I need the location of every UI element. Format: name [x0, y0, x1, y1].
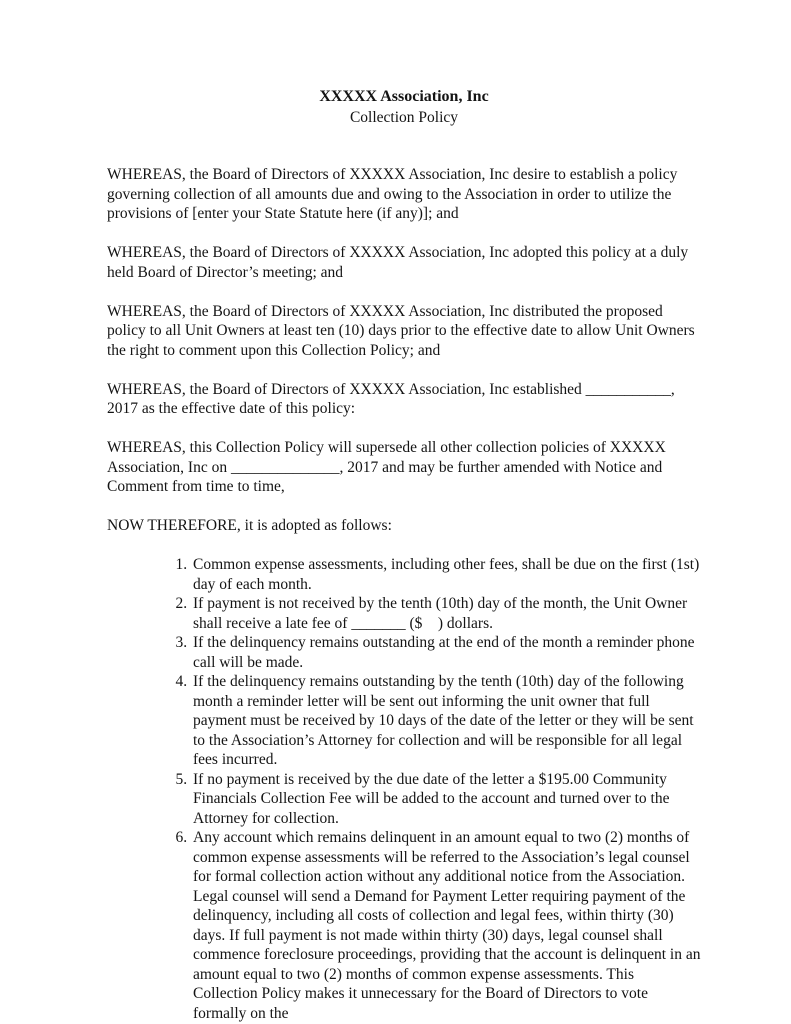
paragraph-whereas-supersede: WHEREAS, this Collection Policy will supersede all other collection policies of XXXXX Association, Inc on ______________, 2017 and may be further amended with Notice and Comment from time to time, [107, 439, 666, 495]
document-content [107, 0, 701, 1023]
paragraph-now-therefore: NOW THEREFORE, it is adopted as follows: [107, 517, 392, 534]
document-subtitle: Collection Policy [349, 109, 459, 126]
policy-numbered-list [107, 555, 701, 1023]
list-item-reminder-letter: 4. If the delinquency remains outstanding by the tenth (10th) day of the following month a reminder letter will be sent out informing the unit owner that full payment must be received by 10 days of the date of the letter or they will be sent to the Association’s Attorney for collection and will be responsible for all legal fees incurred. [191, 672, 701, 770]
paragraph-whereas-adopted-policy: WHEREAS, the Board of Directors of XXXXX Association, Inc adopted this policy at a duly held Board of Director’s meeting; and [107, 244, 689, 281]
list-item-assessments-due: 1. Common expense assessments, including other fees, shall be due on the first (1st) day of each month. [191, 555, 701, 594]
list-item-legal-counsel: 6. Any account which remains delinquent in an amount equal to two (2) months of common expense assessments will be referred to the Association’s legal counsel for formal collection action without any additional notice from the Association. Legal counsel will send a Demand for Payment Letter requiring payment of the delinquency, including all costs of collection and legal fees, within thirty (30) days. If full payment is not made within thirty (30) days, legal counsel shall commence foreclosure proceedings, providing that the account is delinquent in an amount equal to two (2) months of common expense assessments. This Collection Policy makes it unnecessary for the Board of Directors to vote formally on the [191, 828, 701, 1023]
document-title-block [107, 86, 701, 128]
list-item-collection-fee: 5. If no payment is received by the due date of the letter a $195.00 Community Financials Collection Fee will be added to the account and turned over to the Attorney for collection. [191, 770, 701, 829]
paragraph-whereas-establish-policy: WHEREAS, the Board of Directors of XXXXX Association, Inc desire to establish a policy governing collection of all amounts due and owing to the Association in order to utilize the provisions of [enter your State Statute here (if any)]; and [107, 166, 678, 222]
list-item-late-fee: 2. If payment is not received by the tenth (10th) day of the month, the Unit Owner shall receive a late fee of _______ ($ ) dollars. [191, 594, 701, 633]
association-title: XXXXX Association, Inc [319, 88, 489, 105]
list-item-reminder-phone-call: 3. If the delinquency remains outstanding at the end of the month a reminder phone call will be made. [191, 633, 701, 672]
paragraph-whereas-distributed-policy: WHEREAS, the Board of Directors of XXXXX Association, Inc distributed the proposed policy to all Unit Owners at least ten (10) days prior to the effective date to allow Unit Owners the right to comment upon this Collection Policy; and [107, 302, 695, 359]
paragraph-whereas-effective-date: WHEREAS, the Board of Directors of XXXXX Association, Inc established ___________, 2017 as the effective date of this policy: [107, 380, 675, 417]
